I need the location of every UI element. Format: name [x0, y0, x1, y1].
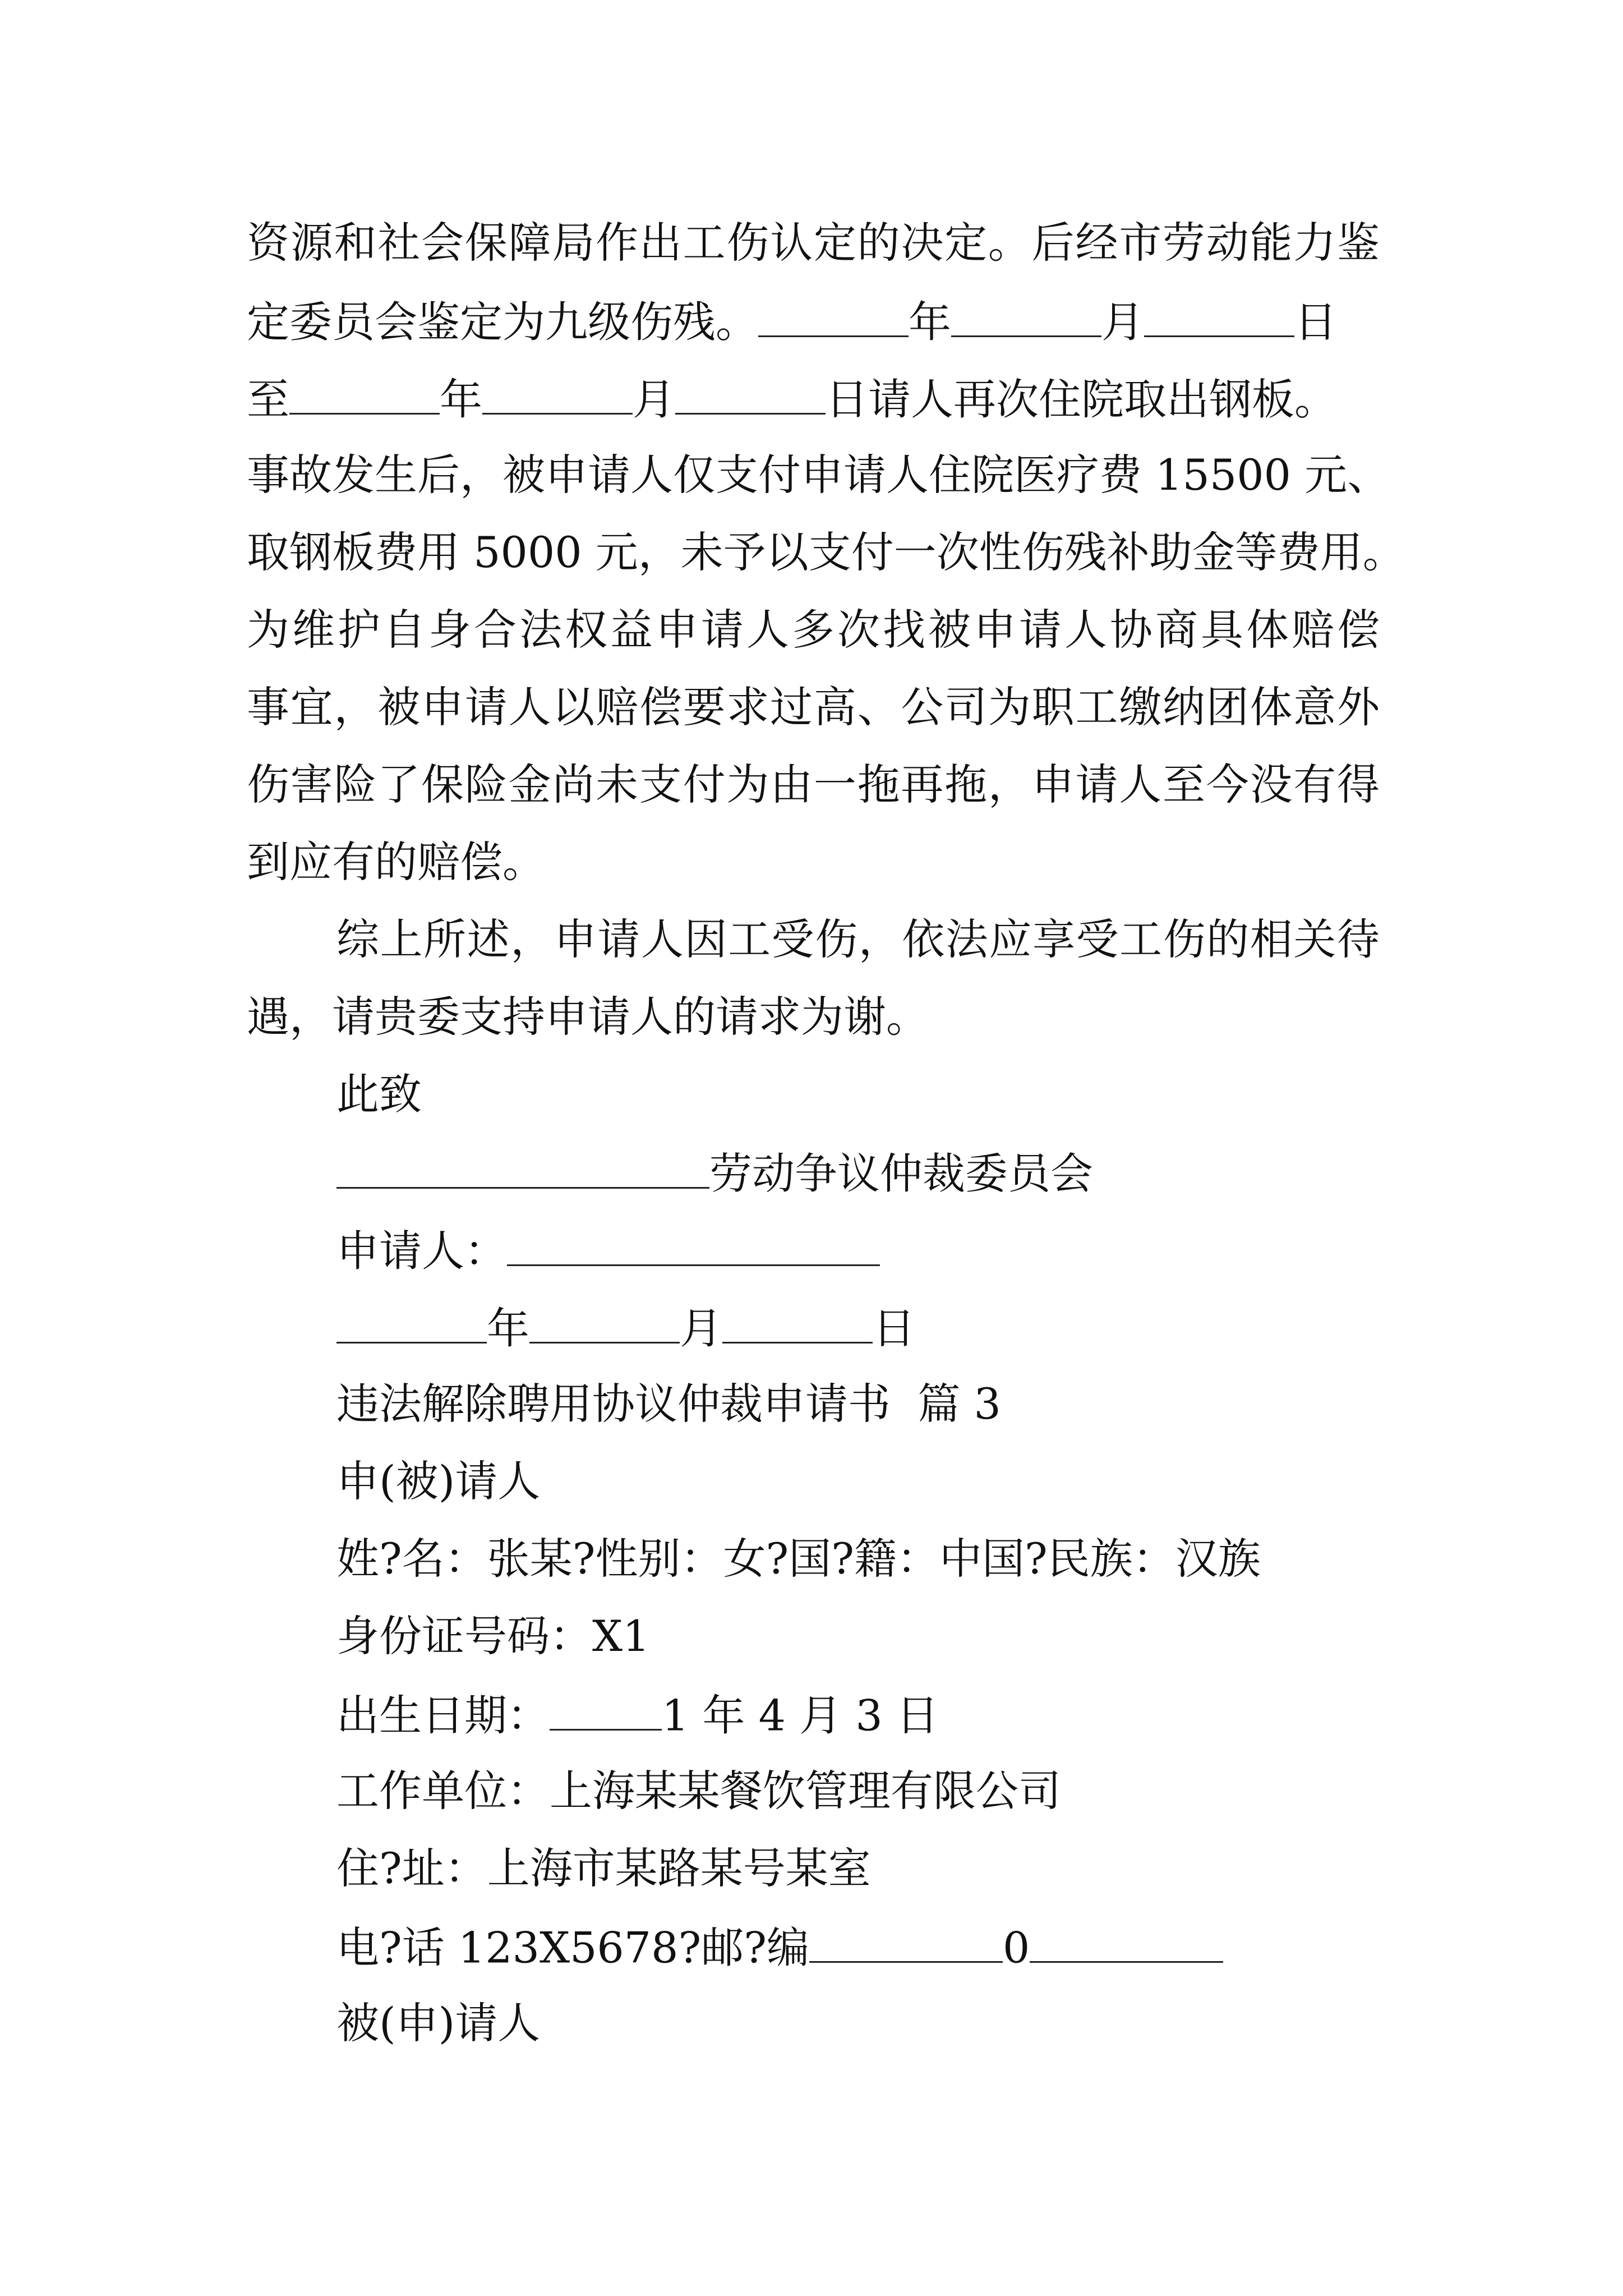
date-blank — [289, 376, 440, 415]
year-label: 年 — [909, 297, 951, 347]
salutation: 此致 — [336, 1069, 422, 1119]
year-label: 年 — [487, 1303, 529, 1354]
date-blank — [758, 299, 909, 337]
committee-name: 劳动争议仲裁委员会 — [709, 1148, 1093, 1199]
date-blank — [1144, 299, 1294, 337]
postcode-blank — [1030, 1925, 1223, 1963]
date-blank — [336, 1305, 487, 1343]
month-label: 月 — [1101, 297, 1144, 347]
paragraph1-line2 — [247, 297, 1337, 347]
paragraph1-line3 — [247, 374, 1337, 425]
section-title: 违法解除聘用协议仲裁申请书 篇 3 — [336, 1379, 1001, 1429]
dob-value: 1 年 4 月 3 日 — [662, 1690, 939, 1741]
phone-label: 电?话 123X5678?邮?编 — [336, 1922, 809, 1973]
date-blank — [951, 299, 1101, 337]
closing-date-line — [336, 1303, 915, 1354]
month-label: 月 — [680, 1303, 722, 1354]
paragraph1-line4: 事故发生后，被申请人仅支付申请人住院医疗费 15500 元、 — [247, 450, 1390, 500]
year-label: 年 — [440, 374, 482, 425]
applicant-label: 申请人： — [336, 1226, 507, 1276]
paragraph1-line2-text: 定委员会鉴定为九级伤残。 — [247, 297, 758, 347]
paragraph1-line8: 伤害险了保险金尚未支付为由一拖再拖，申请人至今没有得 — [247, 760, 1380, 809]
name-gender-line: 姓?名：张某?性别：女?国?籍：中国?民族：汉族 — [336, 1534, 1261, 1584]
postcode-blank — [809, 1925, 1003, 1963]
paragraph1-line5: 取钢板费用 5000 元，未予以支付一次性伤残补助金等费用。 — [247, 527, 1405, 577]
paragraph1-line7: 事宜，被申请人以赔偿要求过高、公司为职工缴纳团体意外 — [247, 682, 1380, 732]
applicant-heading: 申(被)请人 — [336, 1456, 541, 1506]
employer-line: 工作单位：上海某某餐饮管理有限公司 — [336, 1766, 1061, 1816]
postcode-digit: 0 — [1002, 1922, 1030, 1973]
date-blank — [722, 1305, 873, 1343]
paragraph1-line3-tail: 日请人再次住院取出钢板。 — [826, 374, 1337, 425]
committee-line — [336, 1148, 1093, 1199]
committee-blank — [336, 1151, 709, 1189]
paragraph2-line1: 综上所述，申请人因工受伤，依法应享受工伤的相关待 — [336, 914, 1380, 964]
address-line: 住?址：上海市某路某号某室 — [336, 1843, 871, 1893]
dob-blank — [550, 1692, 662, 1731]
paragraph1-line6: 为维护自身合法权益申请人多次找被申请人协商具体赔偿 — [247, 605, 1380, 655]
phone-postcode-line — [336, 1922, 1223, 1973]
paragraph1-line1: 资源和社会保障局作出工伤认定的决定。后经市劳动能力鉴 — [247, 218, 1380, 268]
respondent-heading: 被(申)请人 — [336, 1998, 541, 2048]
paragraph2-line2: 遇，请贵委支持申请人的请求为谢。 — [247, 992, 929, 1042]
month-label: 月 — [633, 374, 675, 425]
paragraph1-line3-prefix: 至 — [247, 374, 289, 425]
applicant-blank — [507, 1228, 880, 1266]
date-blank — [529, 1305, 680, 1343]
applicant-signature-line — [336, 1226, 880, 1276]
day-label: 日 — [873, 1303, 915, 1354]
day-label: 日 — [1294, 297, 1337, 347]
paragraph1-line9: 到应有的赔偿。 — [247, 837, 545, 887]
dob-label: 出生日期： — [336, 1690, 550, 1741]
date-blank — [482, 376, 633, 415]
date-blank — [675, 376, 826, 415]
id-number-line: 身份证号码：X1 — [336, 1611, 650, 1661]
dob-line — [336, 1690, 939, 1741]
